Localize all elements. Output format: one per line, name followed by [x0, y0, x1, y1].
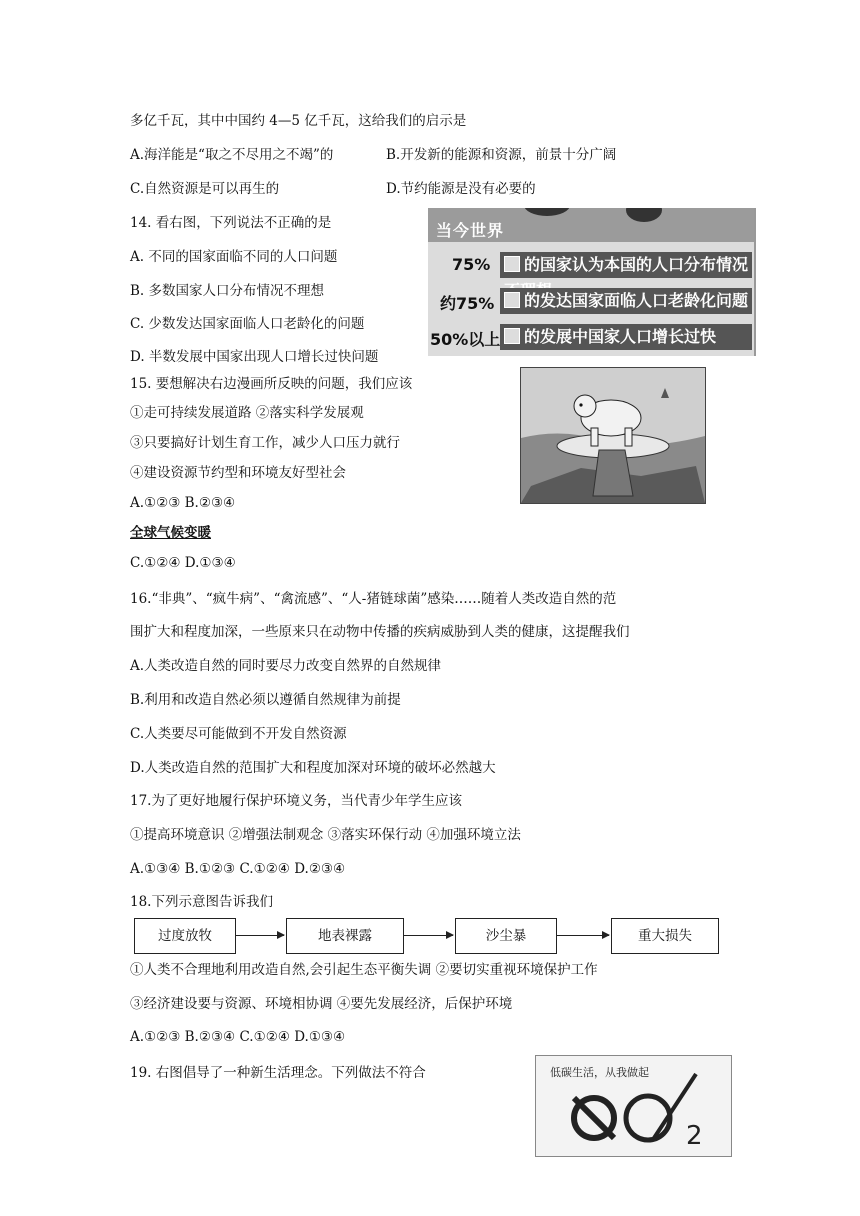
polar-bear-cartoon — [520, 367, 706, 504]
stat-percent: 75% — [452, 255, 491, 274]
option-a: A.海洋能是“取之不尽用之不竭”的 — [130, 147, 334, 163]
option-c: C.自然资源是可以再生的 — [130, 181, 280, 197]
stat-row — [428, 250, 754, 280]
question-16: 16.“非典”、“疯牛病”、“禽流感”、“人-猪链球菌”感染……随着人类改造自然的范 — [130, 591, 617, 607]
text-line: 多亿千瓦，其中中国约 4—5 亿千瓦，这给我们的启示是 — [130, 113, 467, 129]
figure-title: 当今世界 — [436, 221, 505, 240]
answer-options: A.①②③ B.②③④ C.①②④ D.①③④ — [130, 1029, 346, 1045]
arrow-icon — [403, 935, 453, 936]
stat-row — [428, 286, 754, 316]
svg-text:2: 2 — [686, 1121, 703, 1151]
stat-percent: 约75% — [440, 294, 495, 313]
statement-4: ④建设资源节约型和环境友好型社会 — [130, 465, 346, 481]
option-a: A. 不同的国家面临不同的人口问题 — [130, 249, 338, 265]
arrow-icon — [235, 935, 284, 936]
statement-1-2: ①走可持续发展道路 ②落实科学发展观 — [130, 405, 364, 421]
answer-options: A.①②③ B.②③④ — [130, 495, 236, 511]
statements: ①提高环境意识 ②增强法制观念 ③落实环保行动 ④加强环境立法 — [130, 827, 521, 843]
option-b: B.开发新的能源和资源，前景十分广阔 — [386, 147, 617, 163]
square-icon — [504, 256, 520, 272]
answer-options: A.①③④ B.①②③ C.①②④ D.②③④ — [130, 861, 346, 877]
flow-step-major-loss: 重大损失 — [611, 918, 719, 954]
flow-step-overgrazing: 过度放牧 — [134, 918, 236, 954]
world-population-figure — [428, 208, 756, 356]
question-19: 19. 右图倡导了一种新生活理念。下列做法不符合 — [130, 1065, 426, 1081]
question-17: 17.为了更好地履行保护环境义务，当代青少年学生应该 — [130, 793, 462, 809]
square-icon — [504, 328, 520, 344]
stat-bar: 的国家认为本国的人口分布情况 — [500, 252, 752, 278]
stat-bar: 的发展中国家人口增长过快 — [500, 324, 752, 350]
square-icon — [504, 292, 520, 308]
statement-3: ③只要搞好计划生育工作，减少人口压力就行 — [130, 435, 400, 451]
figure-caption: 全球气候变暖 — [130, 525, 211, 541]
option-d: D.节约能源是没有必要的 — [386, 181, 536, 197]
low-carbon-poster — [535, 1055, 732, 1157]
question-15: 15. 要想解决右边漫画所反映的问题，我们应该 — [130, 376, 413, 392]
answer-options: C.①②④ D.①③④ — [130, 555, 236, 571]
statement-3-4: ③经济建设要与资源、环境相协调 ④要先发展经济，后保护环境 — [130, 996, 513, 1012]
co2-logo-icon — [536, 1056, 731, 1156]
option-c: C.人类要尽可能做到不开发自然资源 — [130, 726, 347, 742]
statement-1-2: ①人类不合理地利用改造自然,会引起生态平衡失调 ②要切实重视环境保护工作 — [130, 962, 598, 978]
stat-percent: 50%以上 — [430, 330, 501, 349]
flow-step-sandstorm: 沙尘暴 — [455, 918, 557, 954]
flow-step-exposed-surface: 地表裸露 — [286, 918, 404, 954]
stat-bar: 的发达国家面临人口老龄化问题 — [500, 288, 752, 314]
option-c: C. 少数发达国家面临人口老龄化的问题 — [130, 316, 365, 332]
option-a: A.人类改造自然的同时要尽力改变自然界的自然规律 — [130, 658, 442, 674]
stat-row — [428, 322, 754, 352]
option-d: D.人类改造自然的范围扩大和程度加深对环境的破坏必然越大 — [130, 760, 496, 776]
question-14: 14. 看右图，下列说法不正确的是 — [130, 215, 332, 231]
question-16-cont: 围扩大和程度加深，一些原来只在动物中传播的疾病威胁到人类的健康，这提醒我们 — [130, 624, 630, 640]
option-d: D. 半数发展中国家出现人口增长过快问题 — [130, 349, 379, 365]
poster-slogan: 低碳生活，从我做起 — [550, 1066, 649, 1079]
question-18: 18.下列示意图告诉我们 — [130, 894, 273, 910]
option-b: B.利用和改造自然必须以遵循自然规律为前提 — [130, 692, 401, 708]
arrow-icon — [556, 935, 609, 936]
polar-bear-illustration — [521, 368, 705, 503]
option-b: B. 多数国家人口分布情况不理想 — [130, 283, 325, 299]
